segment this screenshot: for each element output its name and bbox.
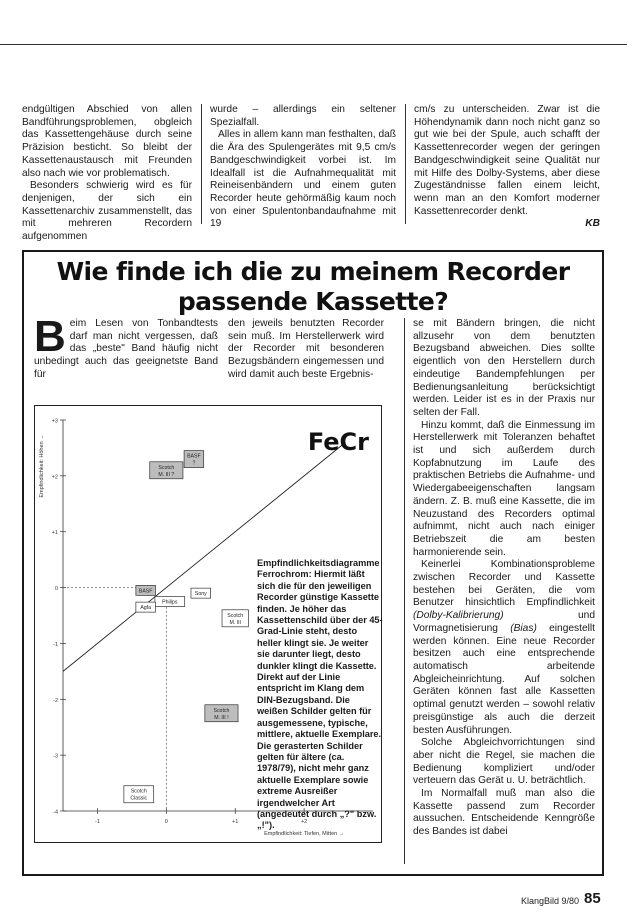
column-divider [405, 104, 406, 224]
author-signature: KB [585, 218, 600, 230]
paragraph: Besonders schwierig wird es für denjenigen, der sich ein Kassettenarchiv zusammenstellt, das mit mehreren Recordern aufgenommen [22, 180, 192, 243]
paragraph [34, 312, 218, 382]
cassette-label: Scotch [158, 464, 175, 471]
cassette-label: Philips [162, 599, 178, 606]
text-span: und Vormagnetisierung [413, 610, 595, 634]
top-rule [0, 44, 627, 45]
x-tick-label: +2 [300, 819, 308, 825]
paragraph: endgültigen Abschied von allen Bandführungsproblemen, obgleich das Kassettengehäuse durch seine Präzision besticht. So bleibt der Kassettenaustausch mit Freunden also nach wie vor problematisch. [22, 104, 192, 179]
y-tick-label: -2 [53, 697, 58, 704]
intro-column-2 [228, 318, 384, 382]
right-column [413, 318, 595, 839]
top-column-2 [210, 104, 396, 231]
cassette-label: M. III [229, 619, 241, 626]
emphasis: (Dolby-Kalibrierung) [413, 610, 504, 622]
cassette-label: Scotch [213, 707, 230, 714]
headline-line-2: passende Kassette? [177, 287, 449, 316]
cassette-label: ? [192, 460, 196, 467]
cassette-label: BASF [187, 453, 201, 460]
drop-cap: B [34, 312, 66, 361]
y-tick-label: -3 [53, 753, 58, 760]
y-tick-label: 0 [54, 586, 58, 593]
x-axis-label: Empfindlichkeit: Tiefen, Mitten → [264, 831, 345, 837]
x-tick-label: -1 [94, 819, 100, 825]
y-tick-label: -1 [53, 641, 58, 648]
paragraph: cm/s zu unterscheiden. Zwar ist die Höhendynamik dann noch nicht ganz so gut wie bei der Spule, auch schafft der Kassettenrecorder wegen der geringen Bandgeschwindigkeit seine Qualität nur mit Hilfe des Dolby-Systems, aber diese Zugeständnisse fallen einem leicht, wenn man an den Komfort moderner Kassettenrecorder denkt. [414, 104, 600, 217]
headline-line-1: Wie finde ich die zu meinem Recorder [56, 257, 570, 286]
text-span: eingestellt werden können. Eine neue Recorder besitzen auch eine entsprechende automatisch arbeitende Abgleicheinrichtung. Auf solchen Geräten können fast alle Kassetten optimal genutzt werden – sowohl relativ preisgünstige als auch die derzeit besten Ausführungen. [413, 622, 595, 736]
x-tick-label: +1 [232, 819, 239, 825]
cassette-label: BASF [138, 588, 153, 595]
top-column-3 [414, 104, 600, 231]
cassette-label: M. III ! [214, 714, 229, 721]
text-span: Keinerlei Kombinationsprobleme zwischen Recorder und Kassette bestehen bei Geräten, die vom Benutzer hinsichtlich Empfindlichkeit [413, 559, 595, 609]
magazine-issue: KlangBild 9/80 [521, 896, 580, 906]
cassette-label: Agfa [140, 605, 152, 612]
top-column-1 [22, 104, 192, 244]
paragraph: wurde – allerdings ein seltener Spezialfall. [210, 104, 396, 128]
sensitivity-chart [34, 405, 382, 843]
y-axis-label: Empfindlichkeit: Höhen → [39, 434, 45, 498]
page-number: 85 [584, 890, 601, 907]
y-tick-label: +1 [51, 530, 58, 537]
intro-text: eim Lesen von Tonbandtests darf man nicht vergessen, daß das „beste" Band häufig nicht unbedingt auch das geeignetste Band für [34, 318, 218, 380]
paragraph: Im Normalfall muß man also die Kassette passend zum Recorder aussuchen. Entscheidende Kenngröße des Bandes ist dabei [413, 788, 595, 838]
box-headline [22, 257, 604, 317]
chart-title: FeCr [307, 428, 369, 456]
paragraph: Alles in allem kann man festhalten, daß die Ära des Spulengerätes mit 9,5 cm/s Bandgeschwindigkeit vorbei ist. Im Idealfall ist die Aufnahmequalität mit Reineisenbändern und einem guten Recorder heute gehörmäßig kaum noch von einer Spulentonbandaufnahme mit 19 [210, 129, 396, 230]
chart-caption: Empfindlichkeitsdiagramme Ferrochrom: Hiermit läßt sich die für den jeweiligen Recorder günstige Kassette finden. Je höher das Kassettenschild über der 45-Grad-Linie steht, desto heller klingt sie. Je weiter sie darunter liegt, desto dunkler klingt die Kassette. Direkt auf der Linie entspricht im Klang dem DIN-Bezugsband. Die weißen Schilder gelten für ausgemessene, typische, mittlere, aktuelle Exemplare. Die gerasterten Schilder gelten für ältere (ca. 1978/79), nicht mehr ganz aktuelle Exemplare sowie extreme Ausreißer irgendwelcher Art (angedeutet durch „?" bzw. „!"). [257, 558, 383, 831]
emphasis: (Bias) [510, 622, 537, 634]
cassette-label: Scotch [130, 788, 147, 795]
cassette-label: Sony [194, 591, 207, 598]
column-divider [201, 104, 202, 224]
y-tick-label: +2 [51, 474, 58, 481]
x-tick-label: 0 [164, 819, 168, 825]
cassette-label: Classic [130, 795, 148, 802]
paragraph: se mit Bändern bringen, die nicht allzusehr von dem benutzten Bezugsband abweichen. Dies sollte eigentlich von den Herstellern durch eindeutige Bandempfehlungen per Bedienungsanleitung berücksichtigt werden. Leider ist es in der Praxis nur selten der Fall. [413, 318, 595, 418]
paragraph: Hinzu kommt, daß die Einmessung im Herstellerwerk mit Toleranzen behaftet ist und sich außerdem durch Kopfabnutzung im Laufe des praktischen Betriebs die Aufnahme- und Wiedergabeeigenschaften langsam ändern. Z. B. muß eine Kassette, die im Neuzustand des Recorders optimal aufnimmt, nicht auch nach einiger Betriebszeit die am besten harmonierende sein. [413, 419, 595, 558]
cassette-label: Scotch [227, 612, 244, 619]
intro-column-1 [34, 312, 218, 382]
paragraph: Solche Abgleichvorrichtungen sind aber nicht die Regel, sie machen die Bedienung kompliziert und/oder verteuern das Gerät u. U. beträchtlich. [413, 737, 595, 787]
paragraph: den jeweils benutzten Recorder sein muß. Im Herstellerwerk wird der Recorder mit besonderen Bezugsbändern eingemessen und wird damit auch beste Ergebnis- [228, 318, 384, 380]
y-tick-label: +3 [51, 418, 58, 425]
cassette-label: M. III ? [158, 471, 175, 478]
y-tick-label: -4 [53, 809, 58, 816]
column-divider [404, 318, 405, 864]
paragraph [413, 559, 595, 737]
